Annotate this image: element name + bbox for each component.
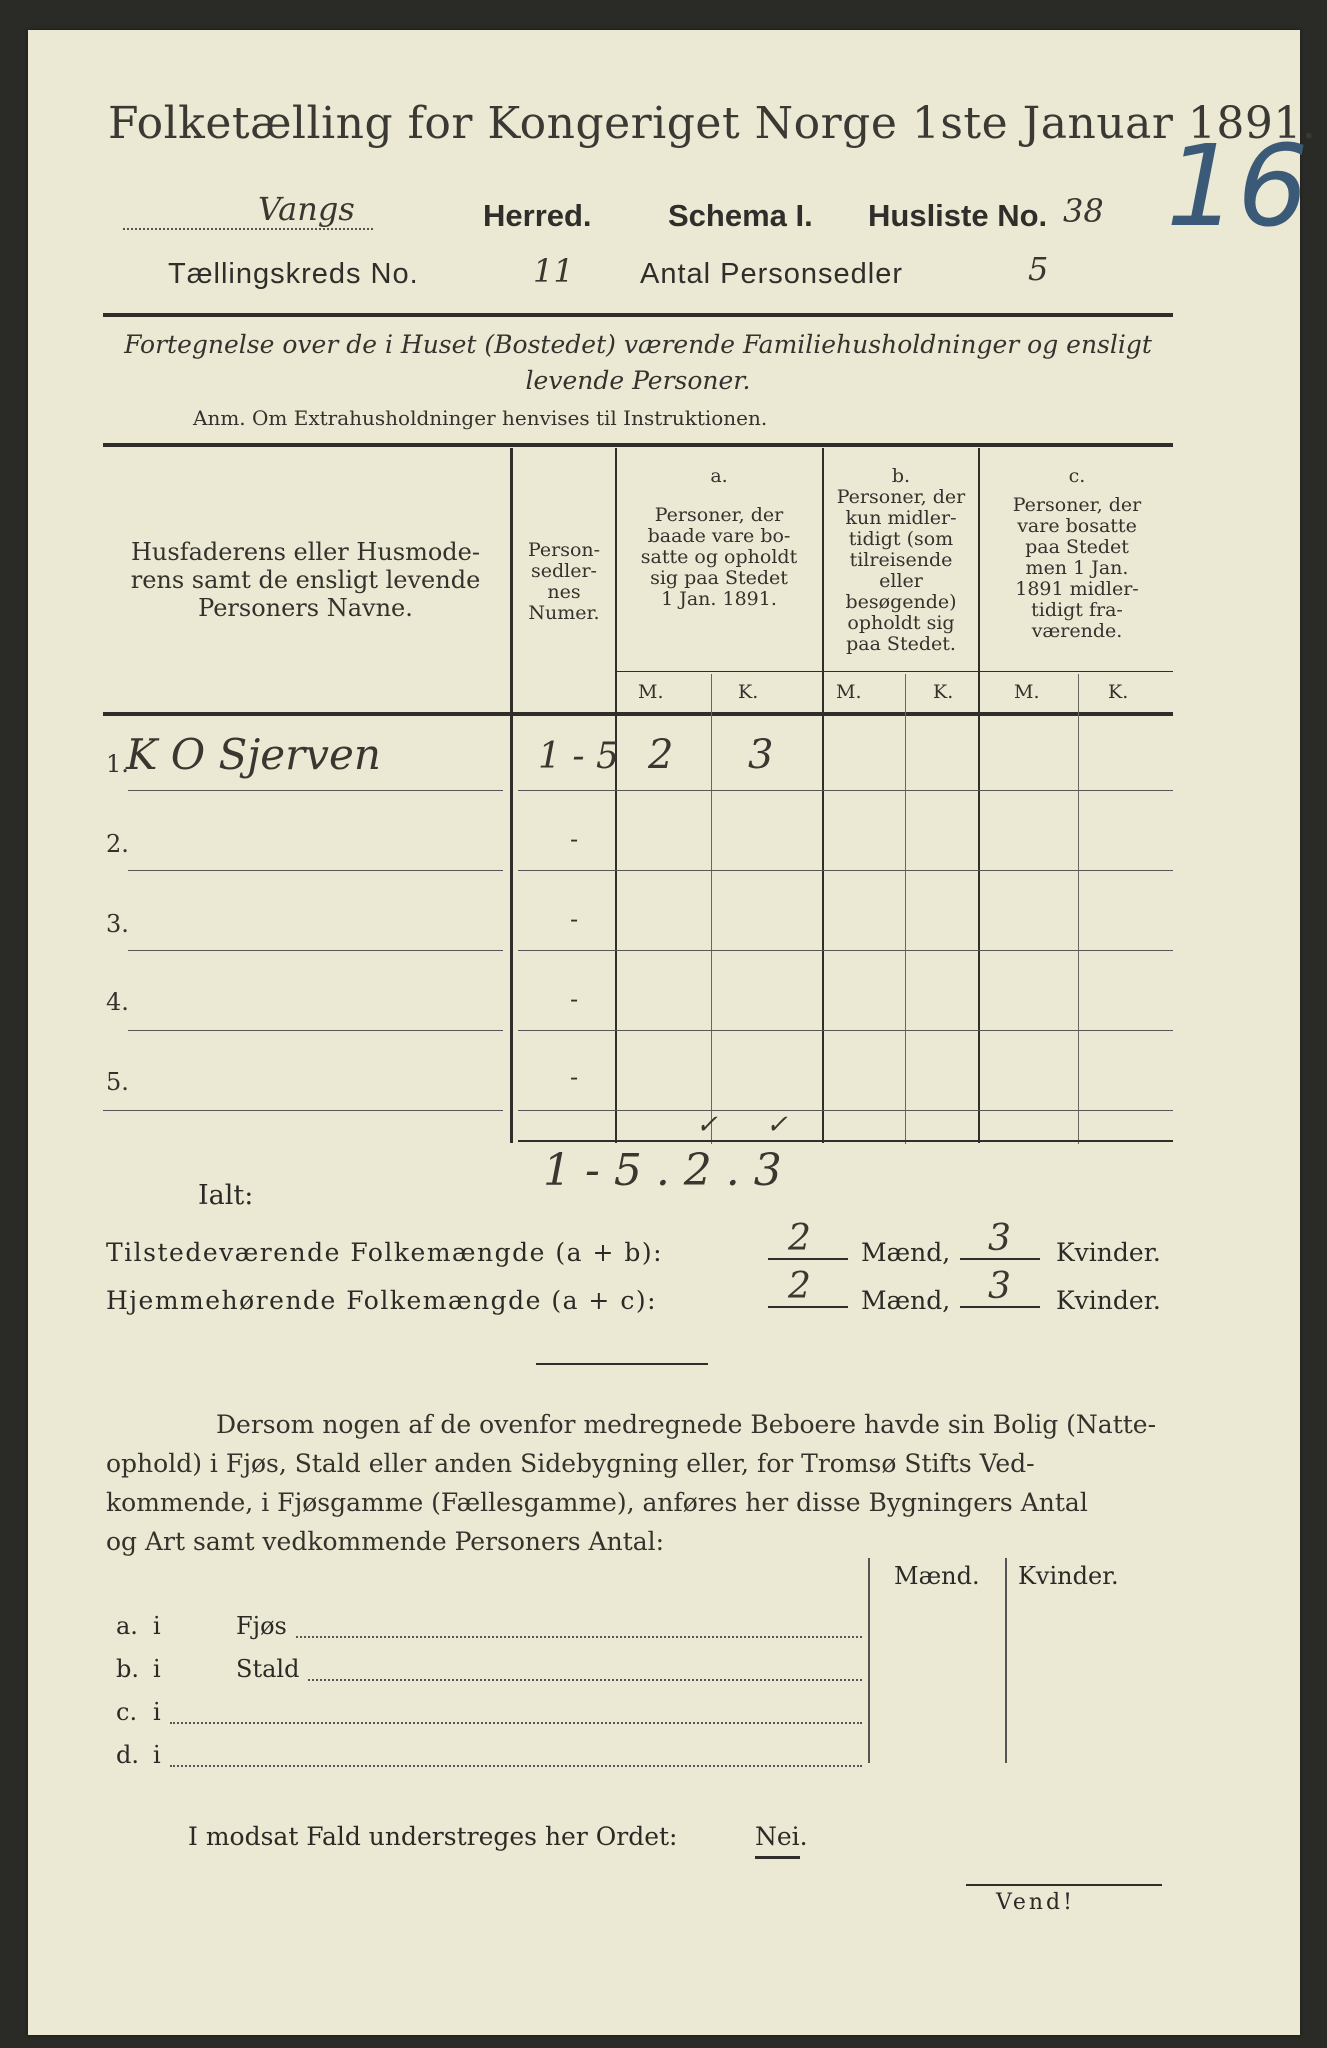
building-row-a-label: Fjøs xyxy=(236,1612,287,1640)
row-1-number: 1. xyxy=(106,750,129,778)
husliste-label: Husliste No. xyxy=(868,198,1048,233)
building-row-d-dots xyxy=(170,1765,862,1767)
row-3-line xyxy=(128,950,503,951)
c-m-label: M. xyxy=(1014,681,1040,703)
row-3-numer: - xyxy=(570,905,579,933)
buildings-kvinder-header: Kvinder. xyxy=(1018,1562,1119,1590)
table-bottom-rule xyxy=(518,1140,1173,1142)
building-row-a-i: i xyxy=(153,1612,161,1640)
row-5-line-right xyxy=(518,1110,1173,1111)
kreds-label: Tællingskreds No. xyxy=(168,258,419,290)
row-3-line-right xyxy=(518,950,1173,951)
intro-line-2: levende Personer. xyxy=(525,366,751,395)
row-2-line-right xyxy=(518,870,1173,871)
row-3-number: 3. xyxy=(106,910,129,938)
form-title: Folketælling for Kongeriget Norge 1ste Januar 1891. xyxy=(108,98,1317,149)
row-4-line xyxy=(128,1030,503,1031)
ialt-label: Ialt: xyxy=(198,1180,254,1211)
hjemme-kvinder-word: Kvinder. xyxy=(1056,1286,1161,1315)
col-divider-a xyxy=(615,448,617,1143)
row-1-line-right xyxy=(518,790,1173,791)
mk-rule xyxy=(615,671,1173,672)
col-divider-numer xyxy=(510,448,513,1143)
nei-word: Nei. xyxy=(755,1822,808,1851)
tilstede-label: Tilstedeværende Folkemængde (a + b): xyxy=(106,1238,664,1267)
a-m-label: M. xyxy=(638,681,664,703)
col-divider-c xyxy=(978,448,980,1143)
buildings-paragraph: Dersom nogen af de ovenfor medregnede Beboere havde sin Bolig (Natte- ophold) i Fjøs, Stald eller anden Sidebygning eller, for Tromsø Stifts Ved- kommende, i Fjøsgamme (Fællesgamme), anføres her disse Bygningers Antal og Art samt vedkommende Personers Antal: xyxy=(106,1410,1157,1556)
herred-label: Herred. xyxy=(483,198,592,233)
buildings-maend-header: Mænd. xyxy=(894,1562,980,1590)
building-row-b-label: Stald xyxy=(236,1655,300,1683)
tilstede-maend-word: Mænd, xyxy=(861,1238,951,1267)
hjemme-kvinder: 3 xyxy=(988,1266,1011,1307)
herred-value: Vangs xyxy=(258,190,355,228)
row-1-numer: 1 - 5 xyxy=(538,736,619,777)
building-row-b-letter: b. xyxy=(116,1655,139,1683)
a-mk-divider xyxy=(711,674,712,1144)
building-row-d-i: i xyxy=(153,1741,161,1769)
schema-label: Schema I. xyxy=(668,198,813,233)
row-4-line-right xyxy=(518,1030,1173,1031)
b-k-label: K. xyxy=(933,681,954,703)
checkmarks: ✓ ✓ xyxy=(696,1110,808,1140)
antal-label: Antal Personsedler xyxy=(640,258,904,290)
a-k-label: K. xyxy=(738,681,759,703)
buildings-col-divider-2 xyxy=(1005,1558,1007,1763)
tilstede-kvinder: 3 xyxy=(988,1218,1011,1259)
row-2-line xyxy=(128,870,503,871)
vend-label: Vend! xyxy=(996,1890,1075,1915)
row-5-numer: - xyxy=(570,1063,579,1091)
building-row-a-dots xyxy=(296,1636,862,1638)
row-4-number: 4. xyxy=(106,988,129,1016)
husliste-value: 38 xyxy=(1063,192,1104,230)
col-header-b: b. Personer, der kun midler- tidigt (som tilreisende eller besøgende) opholdt sig paa Stedet. xyxy=(836,465,966,655)
row-1-name: K O Sjerven xyxy=(126,730,381,779)
nei-underline xyxy=(755,1856,800,1859)
row-1-a-k: 3 xyxy=(748,732,774,778)
building-row-c-dots xyxy=(170,1722,862,1724)
col-header-numer: Person- sedler- nes Numer. xyxy=(527,539,601,624)
building-row-d-letter: d. xyxy=(116,1741,139,1769)
col-header-a: a. Personer, der baade vare bo- satte og opholdt sig paa Stedet 1 Jan. 1891. xyxy=(640,465,798,610)
b-mk-divider xyxy=(905,674,906,1144)
building-row-c-letter: c. xyxy=(116,1698,138,1726)
anm-note: Anm. Om Extrahusholdninger henvises til Instruktionen. xyxy=(193,406,768,430)
census-form-page xyxy=(28,30,1317,2035)
building-row-a-letter: a. xyxy=(116,1612,138,1640)
row-1-a-m: 2 xyxy=(648,732,674,778)
hjemme-maend: 2 xyxy=(788,1266,811,1307)
vend-rule xyxy=(966,1884,1162,1886)
row-2-numer: - xyxy=(570,825,579,853)
tilstede-maend: 2 xyxy=(788,1218,811,1259)
antal-value: 5 xyxy=(1028,250,1049,288)
col-header-c: c. Personer, der vare bosatte paa Stedet men 1 Jan. 1891 midler- tidigt fra- værende. xyxy=(1012,465,1142,642)
hjemme-maend-word: Mænd, xyxy=(861,1286,951,1315)
buildings-col-divider-1 xyxy=(868,1558,870,1763)
building-row-b-dots xyxy=(308,1679,862,1681)
row-1-line xyxy=(128,790,503,791)
table-top-rule xyxy=(103,443,1173,447)
c-k-label: K. xyxy=(1108,681,1129,703)
corner-page-number: 16 xyxy=(1166,122,1309,252)
row-5-number: 5. xyxy=(106,1068,129,1096)
col-header-names: Husfaderens eller Husmode- rens samt de ensligt levende Personers Navne. xyxy=(130,538,481,622)
section-divider xyxy=(536,1363,708,1365)
tilstede-kvinder-word: Kvinder. xyxy=(1056,1238,1161,1267)
table-header-rule xyxy=(103,712,1173,716)
kreds-value: 11 xyxy=(533,252,574,290)
row-5-line xyxy=(103,1110,503,1111)
b-m-label: M. xyxy=(836,681,862,703)
ialt-value: 1 - 5 . 2 . 3 xyxy=(543,1145,782,1196)
herred-dotted-line xyxy=(123,228,373,230)
row-4-numer: - xyxy=(570,985,579,1013)
header-rule xyxy=(103,313,1173,317)
hjemme-label: Hjemmehørende Folkemængde (a + c): xyxy=(106,1286,657,1315)
building-row-c-i: i xyxy=(153,1698,161,1726)
row-2-number: 2. xyxy=(106,830,129,858)
col-divider-b xyxy=(822,448,824,1143)
modsat-text: I modsat Fald understreges her Ordet: xyxy=(188,1822,678,1851)
intro-line-1: Fortegnelse over de i Huset (Bostedet) værende Familiehusholdninger og ensligt xyxy=(124,330,1152,359)
building-row-b-i: i xyxy=(153,1655,161,1683)
c-mk-divider xyxy=(1078,674,1079,1144)
